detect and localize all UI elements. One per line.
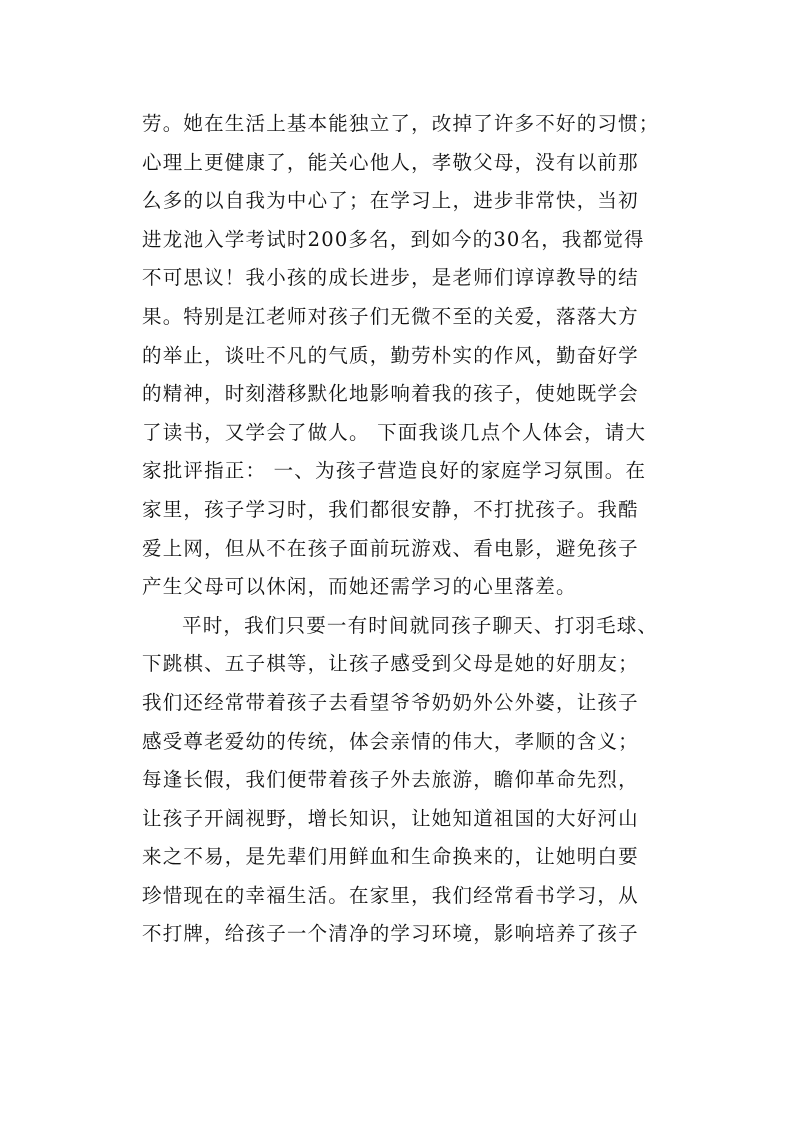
text-line: 的举止，谈吐不凡的气质，勤劳朴实的作风，勤奋好学 — [142, 343, 639, 367]
text-line: 的精神，时刻潜移默化地影响着我的孩子，使她既学会 — [142, 382, 639, 406]
text-line: 爱上网，但从不在孩子面前玩游戏、看电影，避免孩子 — [142, 536, 639, 560]
body-text — [142, 105, 682, 954]
text-line: 产生父母可以休闲，而她还需学习的心里落差。 — [142, 575, 577, 599]
text-line: 下跳棋、五子棋等，让孩子感受到父母是她的好朋友； — [142, 652, 639, 676]
text-line: 珍惜现在的幸福生活。在家里，我们经常看书学习，从 — [142, 883, 639, 907]
text-line: 不可思议！我小孩的成长进步，是老师们谆谆教导的结 — [142, 266, 639, 290]
text-line: 不打牌，给孩子一个清净的学习环境，影响培养了孩子 — [142, 922, 639, 946]
text-line: 每逢长假，我们便带着孩子外去旅游，瞻仰革命先烈， — [142, 768, 639, 792]
text-line: 感受尊老爱幼的传统，体会亲情的伟大，孝顺的含义； — [142, 729, 639, 753]
text-line: 家里，孩子学习时，我们都很安静，不打扰孩子。我酷 — [142, 497, 639, 521]
text-line: 让孩子开阔视野，增长知识，让她知道祖国的大好河山 — [142, 806, 639, 830]
text-line: 家批评指正： 一、为孩子营造良好的家庭学习氛围。在 — [142, 459, 647, 483]
text-line: 劳。她在生活上基本能独立了，改掉了许多不好的习惯； — [142, 112, 660, 135]
text-line: 了读书，又学会了做人。 下面我谈几点个人体会，请大 — [142, 420, 647, 444]
text-line: 来之不易，是先辈们用鲜血和生命换来的，让她明白要 — [142, 845, 639, 869]
paragraph-start-line: 平时，我们只要一有时间就同孩子聊天、打羽毛球、 — [182, 613, 659, 637]
text-line: 我们还经常带着孩子去看望爷爷奶奶外公外婆，让孩子 — [142, 690, 639, 714]
text-line: 进龙池入学考试时200多名，到如今的30名，我都觉得 — [142, 227, 645, 251]
text-line: 心理上更健康了，能关心他人，孝敬父母，没有以前那 — [142, 150, 639, 174]
text-line: 么多的以自我为中心了；在学习上，进步非常快，当初 — [142, 189, 639, 213]
text-line: 果。特别是江老师对孩子们无微不至的关爱，落落大方 — [142, 304, 639, 328]
